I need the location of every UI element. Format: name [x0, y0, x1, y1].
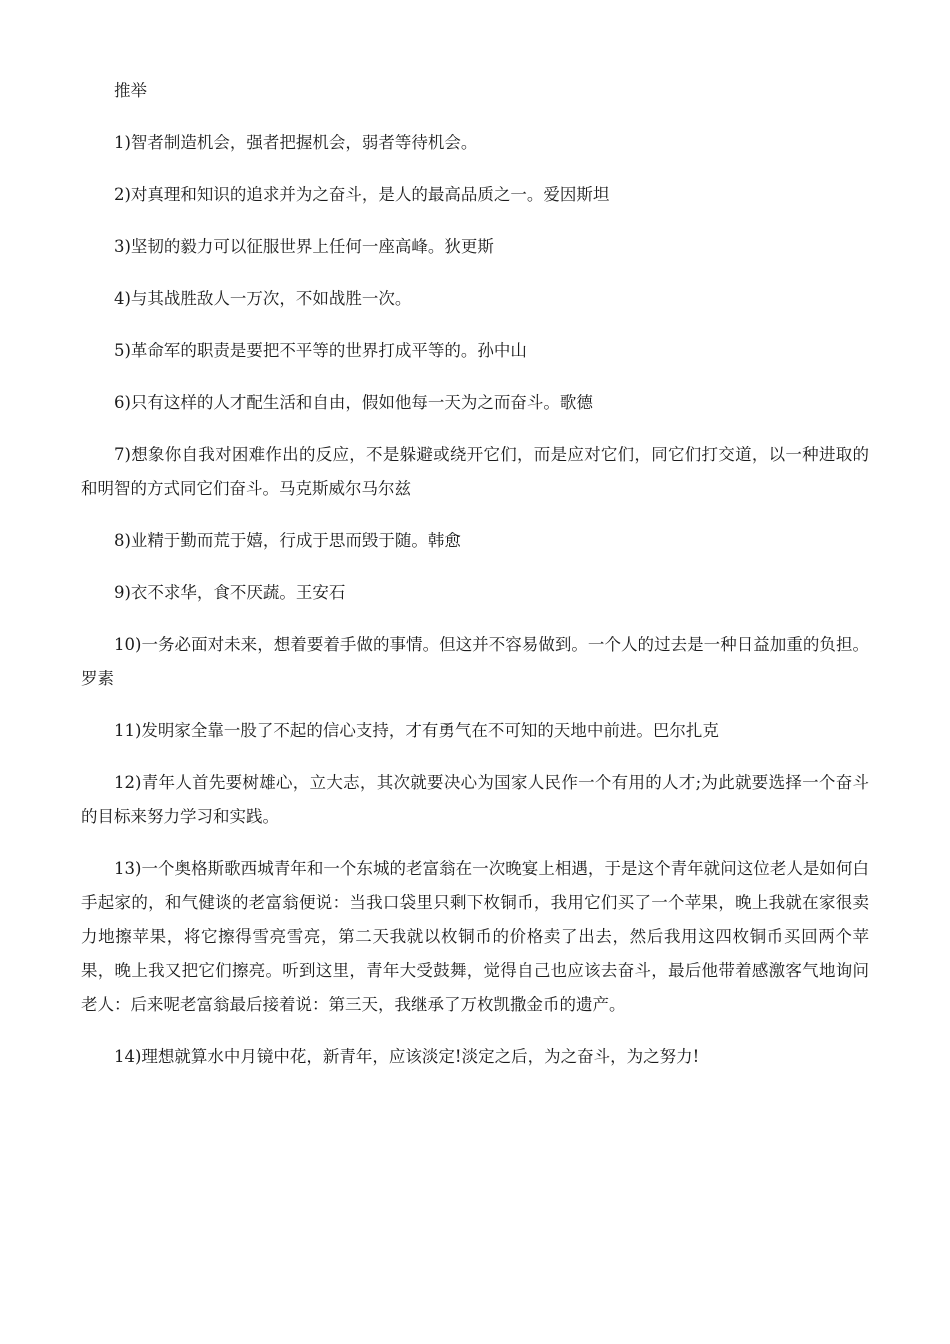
quote-item-12: 12)青年人首先要树雄心，立大志，其次就要决心为国家人民作一个有用的人才;为此就要选择一个奋斗的目标来努力学习和实践。	[81, 773, 869, 826]
quote-item-10: 10)一务必面对未来，想着要着手做的事情。但这并不容易做到。一个人的过去是一种日益加重的负担。罗素	[81, 635, 869, 688]
quote-item-11: 11)发明家全靠一股了不起的信心支持，才有勇气在不可知的天地中前进。巴尔扎克	[114, 721, 719, 740]
quote-item-1: 1)智者制造机会，强者把握机会，弱者等待机会。	[114, 133, 478, 152]
quote-item-3: 3)坚韧的毅力可以征服世界上任何一座高峰。狄更斯	[114, 237, 494, 256]
quote-item-9: 9)衣不求华，食不厌蔬。王安石	[114, 583, 346, 602]
quote-item-5: 5)革命军的职责是要把不平等的世界打成平等的。孙中山	[114, 341, 527, 360]
quote-item-7: 7)想象你自我对困难作出的反应，不是躲避或绕开它们，而是应对它们，同它们打交道，以一种进取的和明智的方式同它们奋斗。马克斯威尔马尔兹	[81, 445, 869, 498]
quote-item-14: 14)理想就算水中月镜中花，新青年，应该淡定!淡定之后，为之奋斗，为之努力!	[114, 1047, 700, 1066]
document-body	[81, 74, 869, 1092]
quote-item-13: 13)一个奥格斯歌西城青年和一个东城的老富翁在一次晚宴上相遇，于是这个青年就问这位老人是如何白手起家的，和气健谈的老富翁便说：当我口袋里只剩下枚铜币，我用它们买了一个苹果，晚上我就在家很卖力地擦苹果，将它擦得雪亮雪亮，第二天我就以枚铜币的价格卖了出去，然后我用这四枚铜币买回两个苹果，晚上我又把它们擦亮。听到这里，青年大受鼓舞，觉得自己也应该去奋斗，最后他带着感激客气地询问老人：后来呢老富翁最后接着说：第三天，我继承了万枚凯撒金币的遗产。	[81, 859, 869, 1014]
quote-item-4: 4)与其战胜敌人一万次，不如战胜一次。	[114, 289, 412, 308]
quote-item-2: 2)对真理和知识的追求并为之奋斗，是人的最高品质之一。爱因斯坦	[114, 185, 610, 204]
section-heading: 推举	[114, 81, 147, 100]
quote-item-6: 6)只有这样的人才配生活和自由，假如他每一天为之而奋斗。歌德	[114, 393, 593, 412]
quote-item-8: 8)业精于勤而荒于嬉，行成于思而毁于随。韩愈	[114, 531, 461, 550]
